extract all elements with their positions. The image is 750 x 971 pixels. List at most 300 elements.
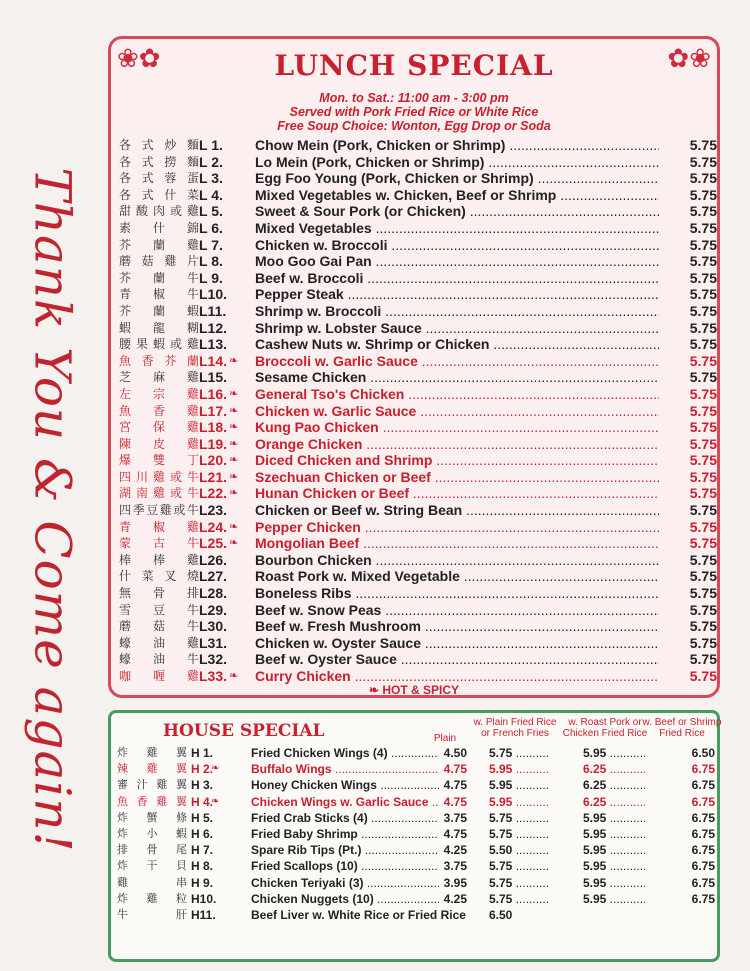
price-fried-rice-value: 5.75 [489,746,513,760]
lunch-item[interactable] [111,502,723,519]
item-code: L22. [199,485,228,502]
house-item[interactable] [111,842,723,858]
item-name: Chicken Nuggets (10) ..... [251,891,439,907]
price-fried-rice [489,891,549,907]
item-code: L32. [199,651,228,668]
house-item[interactable] [111,891,723,907]
item-code: L27. [199,568,228,585]
item-name: Chicken Wings w. Garlic Sauce ..... [251,794,439,810]
item-name: Chicken w. Oyster Sauce ..... [255,635,659,652]
item-code: H11. [191,907,216,922]
item-code: L14. [199,352,228,369]
item-name: Egg Foo Young (Pork, Chicken or Shrimp) ..... [255,170,659,187]
item-code: L15. [199,369,228,386]
lunch-hours: Mon. to Sat.: 11:00 am - 3:00 pm [319,91,509,105]
item-chinese-name: 雞串 [117,876,187,889]
item-name: Mixed Vegetables ..... [255,220,659,237]
item-price: 5.75 [689,286,717,303]
item-name: Orange Chicken ..... [255,436,659,453]
pepper-icon: ❧ [229,454,239,467]
item-name: Chow Mein (Pork, Chicken or Shrimp) ..... [255,137,659,154]
price-fried-rice [489,745,549,761]
item-code: H 3. [191,778,214,793]
house-item[interactable] [111,858,723,874]
price-fried-rice-value: 5.75 [489,859,513,874]
price-fried-rice [489,794,549,810]
item-code: L 6. [199,219,223,236]
price-roast-pork-value: 6.25 [583,762,607,777]
item-code: H 2. [191,762,214,777]
pepper-icon: ❧ [229,487,239,500]
price-roast-pork [583,761,645,777]
pepper-icon: ❧ [229,387,239,400]
lunch-item[interactable] [111,303,723,320]
item-chinese-name: 炸雞翼 [117,747,187,759]
house-item[interactable] [111,794,723,810]
item-name: Moo Goo Gai Pan ..... [255,253,659,270]
item-chinese-name: 牛肝 [117,908,187,921]
price-beef-shrimp: 6.75 [691,810,715,825]
item-name: Sweet & Sour Pork (or Chicken) ..... [255,203,659,220]
item-price: 5.75 [689,186,717,203]
item-name: General Tso's Chicken ..... [255,386,659,403]
item-code: L 7. [199,236,223,253]
item-code: L20. [199,452,228,469]
house-item[interactable] [111,826,723,842]
price-roast-pork-value: 5.95 [583,810,607,825]
item-chinese-name: 四川雞或牛 [119,469,199,484]
item-chinese-name: 腰果蝦或雞 [119,337,199,352]
price-roast-pork [583,794,645,810]
item-chinese-name: 宮保雞 [119,420,199,435]
item-name: Kung Pao Chicken ..... [255,419,659,436]
pepper-icon: ❧ [229,354,239,367]
item-price: 5.75 [689,170,717,187]
price-plain: 4.50 [443,746,467,760]
item-code: H 8. [191,859,214,874]
item-code: L12. [199,319,228,336]
item-price: 5.75 [689,319,717,336]
item-price: 5.75 [689,203,717,220]
item-name: Szechuan Chicken or Beef ..... [255,469,659,486]
item-name: Spare Rib Tips (Pt.) ..... [251,842,439,858]
item-chinese-name: 陳皮雞 [119,436,199,451]
item-chinese-name: 蠔油牛 [119,652,199,667]
item-name: Roast Pork w. Mixed Vegetable ..... [255,568,659,585]
price-beef-shrimp: 6.75 [691,859,715,874]
item-name: Fried Scallops (10) ..... [251,858,439,874]
item-code: H 7. [191,843,214,858]
price-plain: 4.75 [443,794,467,809]
lunch-item[interactable] [111,403,723,420]
item-name: Broccoli w. Garlic Sauce ..... [255,353,659,370]
price-fried-rice-value: 5.95 [489,778,513,793]
item-code: L10. [199,286,228,303]
lunch-item[interactable] [111,187,723,204]
item-chinese-name: 蘑菇牛 [119,619,199,634]
item-chinese-name: 咖喱雞 [119,669,199,683]
item-name: Honey Chicken Wings ..... [251,777,439,793]
house-item[interactable] [111,875,723,891]
price-plain: 3.75 [443,859,467,874]
item-code: L23. [199,502,228,519]
price-fried-rice [489,777,549,793]
item-chinese-name: 什菜叉燒 [119,569,199,584]
item-chinese-name: 魚香雞翼 [117,795,187,808]
price-roast-pork-value: 6.25 [583,778,607,793]
lunch-item[interactable] [111,568,723,585]
pepper-icon: ❧ [229,437,239,450]
price-plain: 4.75 [443,778,467,793]
price-plain: 4.75 [443,826,467,841]
price-beef-shrimp: 6.75 [691,794,715,809]
item-price: 6.50 [489,907,513,922]
price-roast-pork-value: 5.95 [583,843,607,858]
item-name: Mongolian Beef ..... [255,535,659,552]
lunch-item[interactable] [111,237,723,254]
item-price: 5.75 [689,419,717,436]
lunch-item[interactable] [111,286,723,303]
item-chinese-name: 芝麻雞 [119,370,199,385]
item-chinese-name: 芥蘭雞 [119,237,199,252]
pepper-icon: ❧ [229,537,239,550]
item-name: Lo Mein (Pork, Chicken or Shrimp) ..... [255,154,659,171]
item-code: H 5. [191,810,214,825]
lunch-item[interactable] [111,203,723,220]
lunch-item[interactable] [111,436,723,453]
item-chinese-name: 芥蘭牛 [119,270,199,285]
item-price: 5.75 [689,137,717,153]
pepper-icon: ❧ [229,421,239,434]
item-name: Beef Liver w. White Rice or Fried Rice [251,907,466,922]
lunch-served: Served with Pork Fried Rice or White Rice [289,105,539,119]
lunch-item[interactable] [111,154,723,171]
item-name: Chicken Teriyaki (3) ..... [251,875,439,891]
price-roast-pork [583,891,645,907]
house-item[interactable] [111,761,723,777]
hot-spicy-legend [111,683,717,697]
lunch-item[interactable] [111,602,723,619]
item-price: 5.75 [689,651,717,668]
lunch-item[interactable] [111,651,723,668]
item-chinese-name: 芥蘭蝦 [119,303,199,318]
price-fried-rice-value: 5.75 [489,810,513,825]
price-fried-rice [489,875,549,891]
item-price: 5.75 [689,601,717,618]
lunch-hours-block [111,91,717,133]
price-beef-shrimp: 6.75 [691,778,715,793]
item-price: 5.75 [689,485,717,502]
item-code: L16. [199,385,228,402]
price-roast-pork [583,810,645,826]
house-special-panel [108,710,720,962]
item-chinese-name: 無骨排 [119,586,199,601]
pepper-icon: ❧ [211,763,220,775]
item-price: 5.75 [689,385,717,402]
item-name: Beef w. Fresh Mushroom ..... [255,618,659,635]
item-chinese-name: 各式蓉蛋 [119,171,199,186]
price-plain: 3.95 [443,875,467,890]
item-chinese-name: 雪豆牛 [119,602,199,617]
lunch-item[interactable] [111,137,723,154]
item-code: H 6. [191,826,214,841]
item-name: Beef w. Broccoli ..... [255,270,659,287]
price-plain: 3.75 [443,810,467,825]
price-fried-rice [489,826,549,842]
price-roast-pork [583,826,645,842]
item-code: L 2. [199,153,223,170]
item-code: H 1. [191,746,214,760]
price-plain: 4.25 [443,843,467,858]
item-code: H 4. [191,794,214,809]
item-name: Mixed Vegetables w. Chicken, Beef or Shrimp ..... [255,187,659,204]
item-code: L24. [199,518,228,535]
item-name: Buffalo Wings ..... [251,761,439,777]
price-roast-pork [583,777,645,793]
item-code: L26. [199,551,228,568]
item-price: 5.75 [689,668,717,684]
lunch-item[interactable] [111,170,723,187]
item-name: Chicken w. Garlic Sauce ..... [255,403,659,420]
price-roast-pork-value: 5.95 [583,859,607,874]
pepper-icon: ❧ [229,520,239,533]
item-name: Fried Crab Sticks (4) ..... [251,810,439,826]
house-title: HOUSE SPECIAL [163,721,325,741]
item-price: 5.75 [689,618,717,635]
item-code: L 3. [199,170,223,187]
item-price: 5.75 [689,336,717,353]
side-slogan [18,167,88,853]
item-code: L31. [199,634,228,651]
item-chinese-name: 甜酸肉或雞 [119,204,199,219]
price-roast-pork [583,875,645,891]
item-code: L17. [199,402,228,419]
item-name: Shrimp w. Broccoli ..... [255,303,659,320]
item-price: 5.75 [689,153,717,170]
item-price: 5.75 [689,219,717,236]
item-price: 5.75 [689,236,717,253]
item-code: L28. [199,585,228,602]
item-name: Beef w. Snow Peas ..... [255,602,659,619]
hot-spicy-label: HOT & SPICY [382,683,460,697]
item-chinese-name: 審汁雞翼 [117,779,187,792]
item-code: H10. [191,891,217,906]
item-code: L29. [199,601,228,618]
item-name: Fried Chicken Wings (4) ..... [251,745,439,761]
item-price: 5.75 [689,535,717,552]
item-code: H 9. [191,875,214,890]
lunch-item[interactable] [111,635,723,652]
price-roast-pork-value: 5.95 [583,826,607,841]
price-fried-rice-value: 5.50 [489,843,513,858]
item-code: L 5. [199,203,223,220]
price-beef-shrimp: 6.75 [691,762,715,777]
item-chinese-name: 各式炒麵 [119,138,199,152]
item-chinese-name: 四季豆雞或牛 [119,503,199,518]
item-name: Cashew Nuts w. Shrimp or Chicken ..... [255,336,659,353]
item-chinese-name: 魚香雞 [119,403,199,418]
item-chinese-name: 蠔油雞 [119,635,199,650]
lunch-item[interactable] [111,253,723,270]
price-fried-rice [489,842,549,858]
item-chinese-name: 炸干貝 [117,860,187,873]
item-name: Sesame Chicken ..... [255,369,659,386]
house-menu-list [111,745,723,923]
item-code: L18. [199,419,228,436]
item-chinese-name: 蘑菇雞片 [119,254,199,269]
item-name: Diced Chicken and Shrimp ..... [255,452,659,469]
item-price: 5.75 [689,402,717,419]
lunch-item[interactable] [111,618,723,635]
side-slogan-text: Thank You & Come again! [24,167,82,853]
item-price: 5.75 [689,585,717,602]
price-beef-shrimp: 6.50 [691,746,715,760]
house-item[interactable] [111,745,723,761]
item-code: L13. [199,336,228,353]
item-chinese-name: 素什錦 [119,220,199,235]
price-roast-pork-value: 5.95 [583,746,607,760]
lunch-item[interactable] [111,419,723,436]
price-fried-rice-value: 5.75 [489,875,513,890]
price-beef-shrimp: 6.75 [691,875,715,890]
lunch-item[interactable] [111,336,723,353]
item-price: 5.75 [689,518,717,535]
col-header-fried: w. Plain Fried Rice or French Fries [473,717,557,739]
item-chinese-name: 炸小蝦 [117,827,187,840]
item-price: 5.75 [689,435,717,452]
item-chinese-name: 青椒雞 [119,519,199,534]
item-code: L 4. [199,186,223,203]
item-name: Fried Baby Shrimp ..... [251,826,439,842]
item-code: L25. [199,535,228,552]
item-chinese-name: 蝦龍糊 [119,320,199,335]
item-name: Beef w. Oyster Sauce ..... [255,651,659,668]
lunch-menu-list [111,137,723,685]
item-price: 5.75 [689,452,717,469]
house-item[interactable] [111,810,723,826]
lunch-soup: Free Soup Choice: Wonton, Egg Drop or Soda [277,119,551,133]
item-chinese-name: 棒棒雞 [119,552,199,567]
item-price: 5.75 [689,551,717,568]
lunch-item[interactable] [111,585,723,602]
price-fried-rice [489,858,549,874]
lunch-special-panel [108,36,720,698]
item-code: L 1. [199,137,223,153]
item-name: Curry Chicken ..... [255,668,659,685]
house-item[interactable] [111,777,723,793]
price-beef-shrimp: 6.75 [691,843,715,858]
lunch-item[interactable] [111,320,723,337]
item-price: 5.75 [689,568,717,585]
price-fried-rice-value: 5.75 [489,826,513,841]
item-name: Pepper Chicken ..... [255,519,659,536]
lunch-item[interactable] [111,519,723,536]
price-plain: 4.75 [443,762,467,777]
item-code: L33. [199,668,228,684]
price-roast-pork-value: 5.95 [583,891,607,906]
price-plain: 4.25 [443,891,467,906]
lunch-item[interactable] [111,353,723,370]
item-name: Shrimp w. Lobster Sauce ..... [255,320,659,337]
item-code: L21. [199,468,228,485]
item-code: L30. [199,618,228,635]
lunch-item[interactable] [111,552,723,569]
item-price: 5.75 [689,468,717,485]
lunch-item[interactable] [111,270,723,287]
lunch-title: LUNCH SPECIAL [274,49,554,82]
flower-ornament-left-icon: ❀✿ [117,43,161,73]
price-roast-pork [583,745,645,761]
price-roast-pork-value: 6.25 [583,794,607,809]
price-fried-rice-value: 5.75 [489,891,513,906]
col-header-roast: w. Roast Pork or Chicken Fried Rice [562,717,648,739]
flower-ornament-right-icon: ✿❀ [667,43,711,73]
price-beef-shrimp: 6.75 [691,826,715,841]
item-name: Pepper Steak ..... [255,286,659,303]
item-chinese-name: 排骨尾 [117,844,187,857]
price-beef-shrimp: 6.75 [691,891,715,906]
item-code: L11. [199,302,227,319]
item-name: Chicken w. Broccoli ..... [255,237,659,254]
item-chinese-name: 左宗雞 [119,386,199,401]
pepper-icon: ❧ [211,795,220,807]
item-chinese-name: 炸雞粒 [117,892,187,905]
lunch-item[interactable] [111,220,723,237]
price-roast-pork-value: 5.95 [583,875,607,890]
item-chinese-name: 炸蟹條 [117,811,187,824]
item-name: Boneless Ribs ..... [255,585,659,602]
item-code: L 9. [199,269,223,286]
price-fried-rice [489,810,549,826]
price-fried-rice [489,761,549,777]
item-code: L19. [199,435,228,452]
item-name: Hunan Chicken or Beef ..... [255,485,659,502]
pepper-icon: ❧ [229,404,239,417]
price-roast-pork [583,842,645,858]
item-name: Bourbon Chicken ..... [255,552,659,569]
item-price: 5.75 [689,269,717,286]
price-roast-pork [583,858,645,874]
item-price: 5.75 [689,352,717,369]
item-chinese-name: 各式什菜 [119,187,199,202]
item-chinese-name: 各式撈麵 [119,154,199,169]
pepper-icon: ❧ [229,470,239,483]
item-chinese-name: 辣雞翼 [117,763,187,776]
lunch-item[interactable] [111,469,723,486]
item-chinese-name: 爆雙丁 [119,453,199,468]
lunch-item[interactable] [111,452,723,469]
price-fried-rice-value: 5.95 [489,762,513,777]
col-header-plain: Plain [433,733,457,744]
item-chinese-name: 湖南雞或牛 [119,486,199,501]
pepper-icon: ❧ [368,683,383,697]
lunch-item[interactable] [111,369,723,386]
item-price: 5.75 [689,634,717,651]
item-price: 5.75 [689,502,717,519]
price-fried-rice-value: 5.95 [489,794,513,809]
house-item[interactable] [111,907,723,923]
item-chinese-name: 蒙古牛 [119,536,199,551]
item-chinese-name: 魚香芥蘭 [119,353,199,368]
item-chinese-name: 青椒牛 [119,287,199,302]
item-price: 5.75 [689,253,717,270]
item-price: 5.75 [689,302,717,319]
lunch-item[interactable] [111,535,723,552]
pepper-icon: ❧ [229,670,239,682]
lunch-item[interactable] [111,485,723,502]
lunch-item[interactable] [111,386,723,403]
item-price: 5.75 [689,369,717,386]
